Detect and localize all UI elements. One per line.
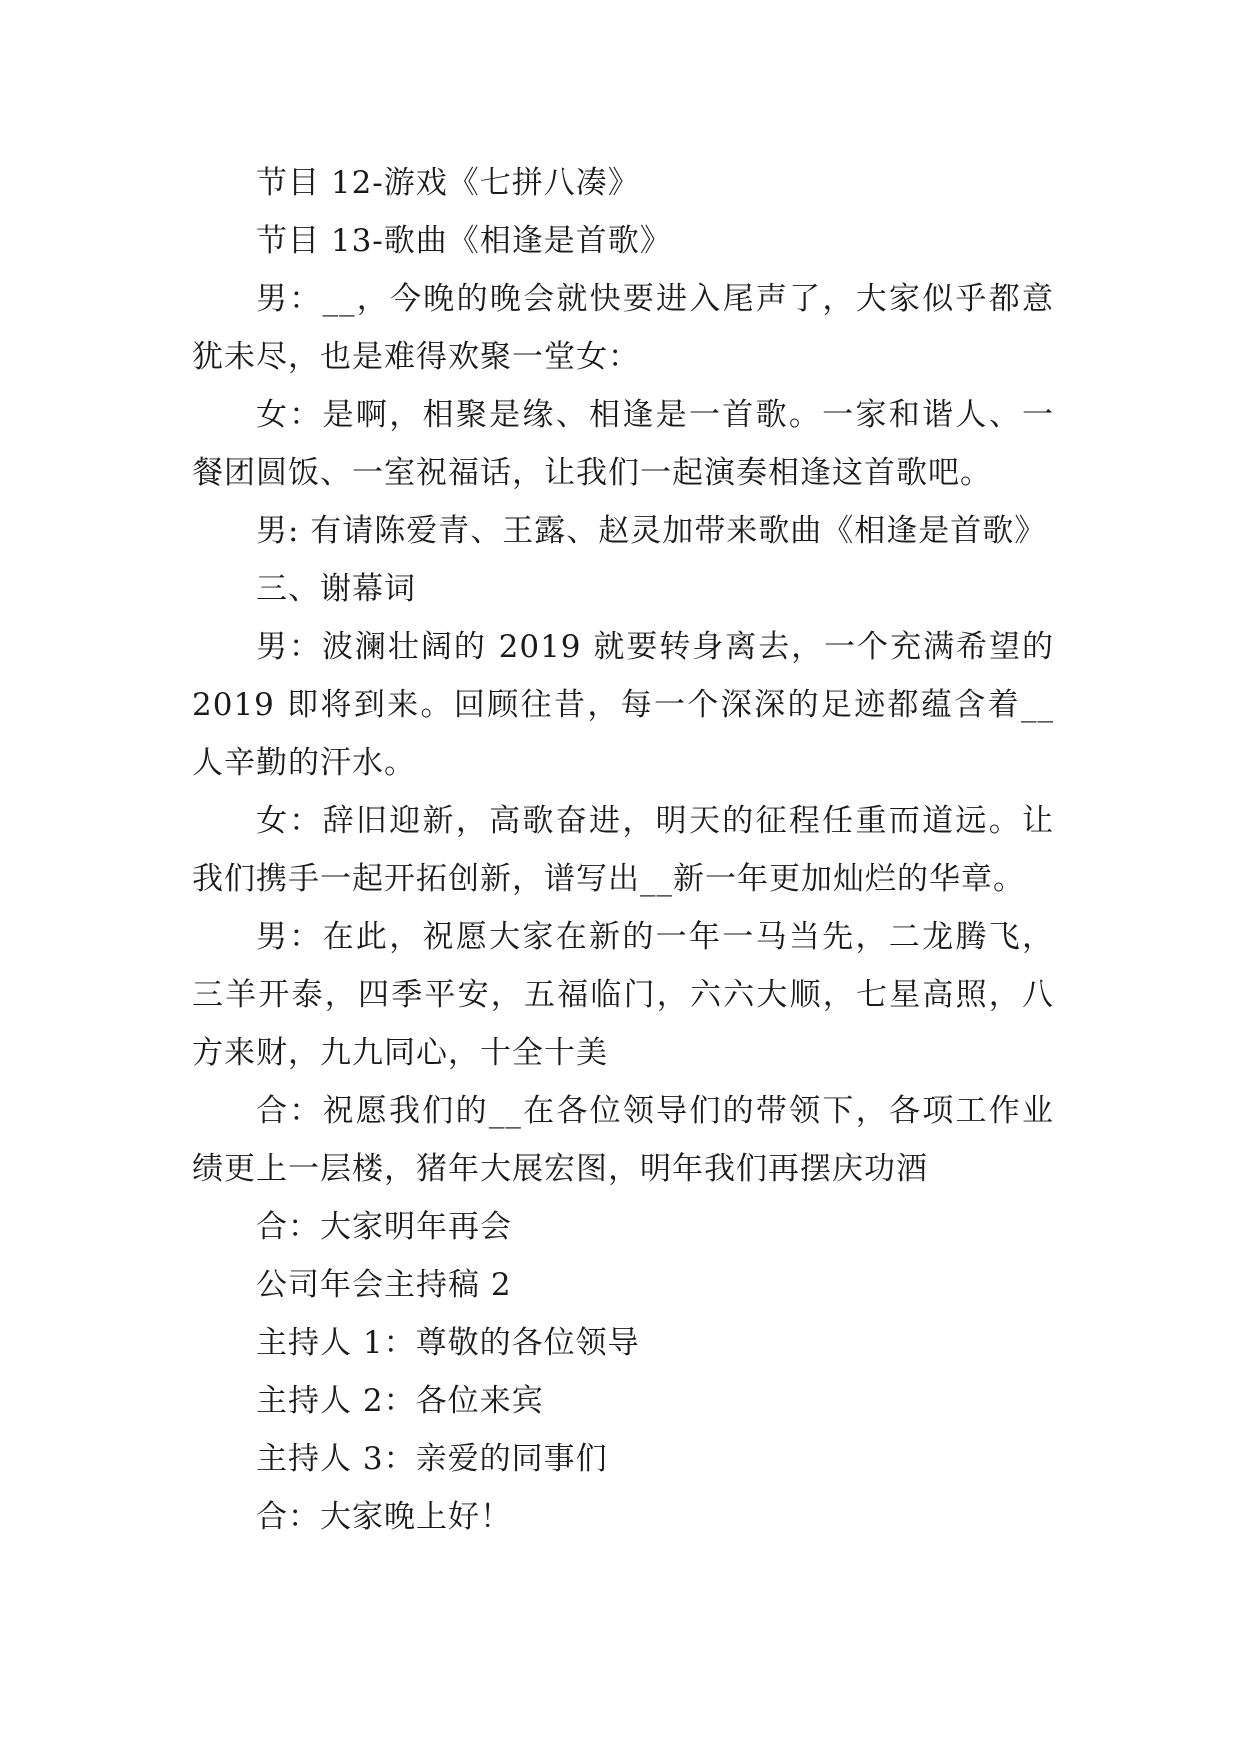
- male-host-line: 男：__，今晚的晚会就快要进入尾声了，大家似乎都意犹未尽，也是难得欢聚一堂女：: [192, 281, 1054, 375]
- host-1-line: 主持人 1：尊敬的各位领导: [256, 1325, 640, 1361]
- host-2-line: 主持人 2：各位来宾: [256, 1383, 544, 1419]
- female-host-line: 女：是啊，相聚是缘、相逢是一首歌。一家和谐人、一餐团圆饭、一室祝福话，让我们一起演奏相逢这首歌吧。: [192, 397, 1054, 491]
- male-host-line: 男：在此，祝愿大家在新的一年一马当先，二龙腾飞，三羊开泰，四季平安，五福临门，六六大顺，七星高照，八方来财，九九同心，十全十美: [192, 919, 1054, 1071]
- female-host-line: 女：辞旧迎新，高歌奋进，明天的征程任重而道远。让我们携手一起开拓创新，谱写出__新一年更加灿烂的华章。: [192, 803, 1054, 897]
- program-13-line: 节目 13-歌曲《相逢是首歌》: [256, 223, 672, 259]
- male-host-line: 男: 有请陈爱青、王露、赵灵加带来歌曲《相逢是首歌》: [256, 513, 1047, 549]
- host-3-line: 主持人 3：亲爱的同事们: [256, 1441, 608, 1477]
- together-line: 合：大家晚上好！: [256, 1499, 512, 1535]
- together-line: 合：祝愿我们的__在各位领导们的带领下，各项工作业绩更上一层楼，猪年大展宏图，明年我们再摆庆功酒: [192, 1093, 1054, 1187]
- male-host-line: 男：波澜壮阔的 2019 就要转身离去，一个充满希望的 2019 即将到来。回顾往昔，每一个深深的足迹都蕴含着__人辛勤的汗水。: [192, 629, 1054, 781]
- document-body: [192, 154, 1054, 1546]
- together-line: 合：大家明年再会: [256, 1209, 512, 1245]
- section-heading: 三、谢幕词: [256, 571, 416, 607]
- program-12-line: 节目 12-游戏《七拼八凑》: [256, 165, 640, 201]
- script-title: 公司年会主持稿 2: [256, 1267, 512, 1303]
